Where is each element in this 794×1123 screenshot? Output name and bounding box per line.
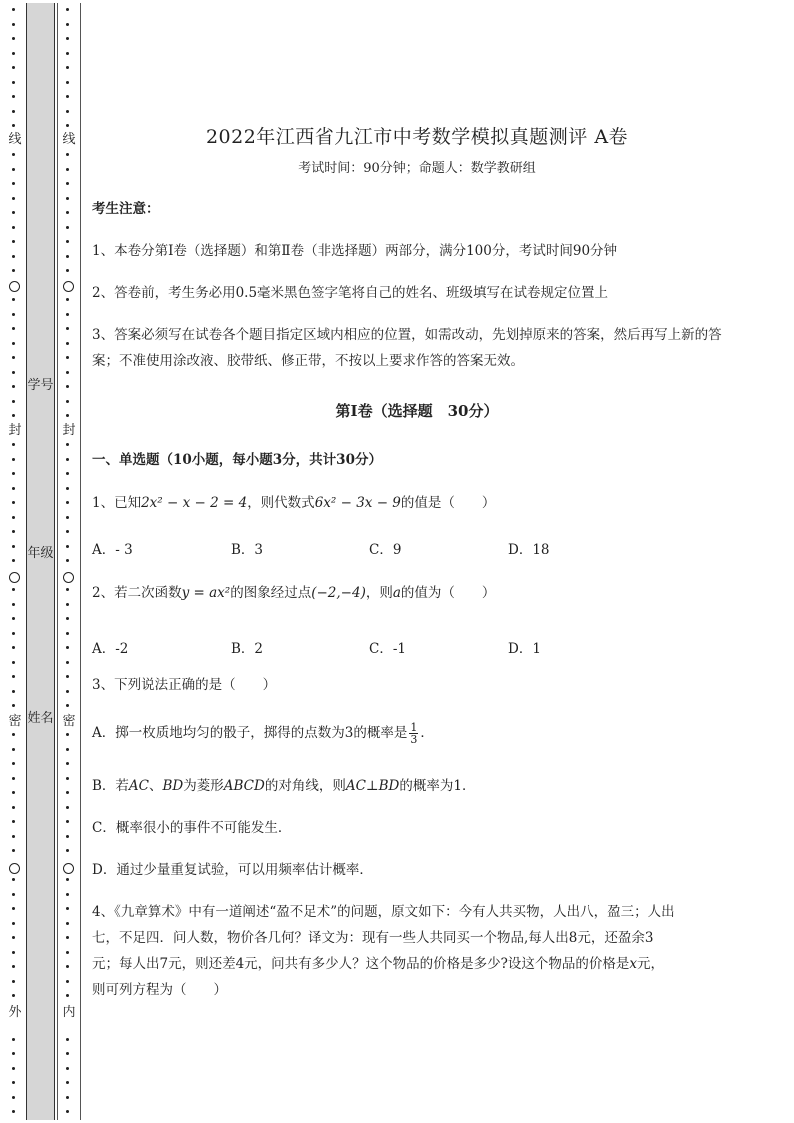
binding-dot bbox=[66, 559, 69, 562]
binding-dot bbox=[66, 1096, 69, 1099]
binding-dot bbox=[12, 965, 15, 968]
binding-dot bbox=[66, 530, 69, 533]
binding-dot bbox=[12, 487, 15, 490]
q1-text-mid: ，则代数式 bbox=[247, 495, 315, 511]
binding-dot bbox=[66, 52, 69, 55]
q3b-ac: AC bbox=[128, 778, 150, 794]
q3-option-d: D．通过少量重复试验，可以用频率估计概率． bbox=[92, 862, 373, 878]
binding-dot bbox=[12, 675, 15, 678]
q2-function: y = ax² bbox=[181, 585, 231, 601]
binding-dot bbox=[12, 907, 15, 910]
binding-dot bbox=[66, 501, 69, 504]
binding-dot bbox=[66, 675, 69, 678]
binding-dot bbox=[66, 588, 69, 591]
binding-dot bbox=[66, 1081, 69, 1084]
binding-dot bbox=[66, 487, 69, 490]
q1-equation: 2x² − x − 2 = 4 bbox=[141, 495, 248, 511]
q1-option-d: D．18 bbox=[508, 542, 550, 558]
binding-dot bbox=[12, 835, 15, 838]
binding-dot bbox=[66, 820, 69, 823]
binding-dot bbox=[12, 1096, 15, 1099]
outer-dotted-line bbox=[5, 0, 25, 1123]
binding-dot bbox=[66, 980, 69, 983]
exam-subtitle: 考试时间：90分钟；命题人：数学教研组 bbox=[298, 161, 536, 176]
binding-dot bbox=[66, 66, 69, 69]
notice-item-1: 1、本卷分第I卷（选择题）和第Ⅱ卷（非选择题）两部分，满分100分，考试时间90分钟 bbox=[92, 243, 618, 259]
binding-dot bbox=[66, 356, 69, 359]
binding-dot bbox=[66, 110, 69, 113]
binding-dot bbox=[12, 400, 15, 403]
binding-dot bbox=[12, 617, 15, 620]
binding-dot bbox=[12, 269, 15, 272]
binding-dot bbox=[66, 748, 69, 751]
binding-dot bbox=[12, 588, 15, 591]
binding-dot bbox=[66, 994, 69, 997]
binding-dot bbox=[12, 226, 15, 229]
binding-dot bbox=[66, 704, 69, 707]
binding-dot bbox=[12, 472, 15, 475]
binding-dot bbox=[66, 646, 69, 649]
binding-dot bbox=[66, 603, 69, 606]
binding-dot bbox=[12, 124, 15, 127]
binding-dot bbox=[12, 37, 15, 40]
binding-dot bbox=[12, 327, 15, 330]
notice-item-2: 2、答卷前，考生务必用0.5毫米黑色签字笔将自己的姓名、班级填写在试卷规定位置上 bbox=[92, 285, 609, 301]
binding-dot bbox=[66, 849, 69, 852]
binding-dot bbox=[66, 777, 69, 780]
inner-marker: 密 bbox=[62, 714, 76, 729]
binding-dot bbox=[66, 269, 69, 272]
q3b-abcd: ABCD bbox=[223, 778, 265, 794]
binding-dot bbox=[66, 298, 69, 301]
q4-line-3 bbox=[92, 951, 752, 977]
binding-dot bbox=[66, 922, 69, 925]
binding-dot bbox=[12, 980, 15, 983]
outer-marker: 封 bbox=[8, 423, 22, 438]
q3b-perp: AC⊥BD bbox=[345, 778, 400, 794]
binding-dot bbox=[66, 878, 69, 881]
name-label: 姓名 bbox=[27, 711, 54, 726]
class-label: 年级 bbox=[27, 546, 54, 561]
inner-marker: 封 bbox=[62, 423, 76, 438]
q3-option-b bbox=[92, 773, 752, 799]
binding-dot bbox=[66, 936, 69, 939]
inner-marker: 线 bbox=[62, 132, 76, 147]
q2-option-a: A．-2 bbox=[92, 641, 129, 657]
binding-dot bbox=[66, 81, 69, 84]
binding-dot bbox=[66, 965, 69, 968]
binding-dot bbox=[66, 37, 69, 40]
binding-dot bbox=[66, 182, 69, 185]
binding-dot bbox=[66, 1038, 69, 1041]
binding-dot bbox=[12, 8, 15, 11]
q3-option-a bbox=[92, 720, 752, 746]
binding-dot bbox=[12, 1052, 15, 1055]
binding-dot bbox=[12, 501, 15, 504]
binding-circle-mark bbox=[63, 572, 74, 583]
outer-marker: 线 bbox=[8, 132, 22, 147]
binding-dot bbox=[12, 1110, 15, 1113]
binding-dot bbox=[66, 23, 69, 26]
binding-dot bbox=[66, 733, 69, 736]
part-heading: 一、单选题（10小题，每小题3分，共计30分） bbox=[92, 452, 382, 468]
binding-dot bbox=[12, 211, 15, 214]
binding-dot bbox=[12, 95, 15, 98]
q3b-mid: 为菱形 bbox=[183, 778, 224, 794]
binding-dot bbox=[66, 661, 69, 664]
binding-dot bbox=[12, 153, 15, 156]
binding-dot bbox=[66, 342, 69, 345]
binding-dot bbox=[66, 371, 69, 374]
binding-circle-mark bbox=[63, 281, 74, 292]
binding-dot bbox=[66, 1052, 69, 1055]
binding-dot bbox=[12, 458, 15, 461]
binding-dot bbox=[12, 356, 15, 359]
binding-dot bbox=[12, 255, 15, 258]
q3a-fraction bbox=[409, 722, 418, 745]
inner-border-line bbox=[57, 3, 58, 1120]
q2-option-d: D．1 bbox=[508, 641, 541, 657]
q3a-text-post: ． bbox=[420, 725, 434, 741]
binding-dot bbox=[12, 791, 15, 794]
binding-dot bbox=[12, 922, 15, 925]
binding-dot bbox=[12, 313, 15, 316]
question-2-stem bbox=[92, 580, 752, 606]
binding-dot bbox=[12, 443, 15, 446]
binding-dot bbox=[66, 690, 69, 693]
binding-dot bbox=[66, 472, 69, 475]
binding-dot bbox=[12, 414, 15, 417]
q4-line-1: 4、《九章算术》中有一道阐述“盈不足术”的问题，原文如下：今有人共买物，人出八，盈三；人出 bbox=[92, 904, 675, 920]
binding-dot bbox=[12, 168, 15, 171]
binding-dot bbox=[12, 371, 15, 374]
binding-dot bbox=[12, 23, 15, 26]
q2-text-mid2: ，则 bbox=[365, 585, 393, 601]
binding-dot bbox=[12, 994, 15, 997]
q4-line-4: 则可列方程为（ ） bbox=[92, 982, 227, 998]
binding-dot bbox=[66, 414, 69, 417]
q3a-text: A．掷一枚质地均匀的骰子，掷得的点数为3的概率是 bbox=[92, 725, 408, 741]
binding-dot bbox=[12, 81, 15, 84]
binding-dot bbox=[66, 95, 69, 98]
binding-dot bbox=[12, 197, 15, 200]
q2-point: (−2,−4) bbox=[311, 585, 366, 601]
q3b-mid2: 的对角线，则 bbox=[264, 778, 346, 794]
binding-dot bbox=[12, 646, 15, 649]
q3b-sep: 、 bbox=[149, 778, 163, 794]
q1-expression: 6x² − 3x − 9 bbox=[314, 495, 401, 511]
binding-dot bbox=[12, 849, 15, 852]
inner-marker: 内 bbox=[62, 1005, 76, 1020]
q3-option-c: C．概率很小的事件不可能发生． bbox=[92, 820, 292, 836]
binding-dot bbox=[12, 806, 15, 809]
binding-dot bbox=[12, 1038, 15, 1041]
binding-dot bbox=[66, 907, 69, 910]
binding-circle-mark bbox=[9, 281, 20, 292]
binding-dot bbox=[66, 211, 69, 214]
student-info-band bbox=[26, 3, 55, 1120]
inner-dotted-line bbox=[59, 0, 79, 1123]
binding-dot bbox=[12, 936, 15, 939]
q4-line-3-post: 元， bbox=[637, 956, 665, 972]
inner-border-line-right bbox=[80, 3, 81, 1120]
q3b-bd: BD bbox=[162, 778, 184, 794]
binding-dot bbox=[66, 197, 69, 200]
binding-dot bbox=[66, 313, 69, 316]
q4-line-2: 七，不足四．问人数，物价各几何？译文为：现有一些人共同买一个物品,每人出8元，还盈余3 bbox=[92, 930, 654, 946]
q1-option-b: B．3 bbox=[231, 542, 264, 558]
binding-margin bbox=[0, 0, 82, 1123]
binding-dot bbox=[12, 559, 15, 562]
student-id-label: 学号 bbox=[27, 378, 54, 393]
binding-dot bbox=[12, 632, 15, 635]
binding-dot bbox=[12, 516, 15, 519]
binding-dot bbox=[66, 124, 69, 127]
binding-dot bbox=[12, 182, 15, 185]
q2-text-pre: 2、若二次函数 bbox=[92, 585, 182, 601]
binding-circle-mark bbox=[63, 863, 74, 874]
binding-dot bbox=[66, 240, 69, 243]
q1-option-a: A．- 3 bbox=[92, 542, 133, 558]
binding-dot bbox=[66, 8, 69, 11]
binding-dot bbox=[66, 443, 69, 446]
binding-dot bbox=[12, 704, 15, 707]
q2-option-b: B．2 bbox=[231, 641, 264, 657]
binding-dot bbox=[12, 240, 15, 243]
binding-dot bbox=[66, 632, 69, 635]
binding-dot bbox=[12, 748, 15, 751]
section-title: 第I卷（选择题 30分） bbox=[335, 402, 499, 420]
binding-dot bbox=[66, 806, 69, 809]
binding-dot bbox=[12, 545, 15, 548]
binding-dot bbox=[66, 1067, 69, 1070]
notice-heading: 考生注意： bbox=[92, 201, 160, 217]
binding-dot bbox=[66, 168, 69, 171]
binding-dot bbox=[12, 690, 15, 693]
q1-option-c: C．9 bbox=[369, 542, 402, 558]
binding-dot bbox=[12, 878, 15, 881]
q1-text-pre: 1、已知 bbox=[92, 495, 142, 511]
question-3-stem: 3、下列说法正确的是（ ） bbox=[92, 677, 277, 693]
q2-text-post: 的值为（ ） bbox=[400, 585, 496, 601]
q1-text-post: 的值是（ ） bbox=[400, 495, 496, 511]
q4-variable: x bbox=[629, 956, 638, 972]
binding-dot bbox=[12, 661, 15, 664]
binding-dot bbox=[66, 791, 69, 794]
binding-dot bbox=[66, 951, 69, 954]
binding-dot bbox=[12, 530, 15, 533]
binding-dot bbox=[66, 1110, 69, 1113]
binding-dot bbox=[12, 733, 15, 736]
outer-marker: 外 bbox=[8, 1005, 22, 1020]
binding-dot bbox=[66, 762, 69, 765]
binding-dot bbox=[66, 400, 69, 403]
q3a-fraction-denominator: 3 bbox=[410, 733, 418, 746]
binding-dot bbox=[12, 52, 15, 55]
binding-dot bbox=[12, 66, 15, 69]
binding-dot bbox=[66, 893, 69, 896]
binding-dot bbox=[12, 342, 15, 345]
binding-dot bbox=[12, 385, 15, 388]
binding-dot bbox=[12, 1067, 15, 1070]
question-1-stem bbox=[92, 490, 752, 516]
binding-dot bbox=[12, 298, 15, 301]
binding-dot bbox=[66, 153, 69, 156]
q2-option-c: C．-1 bbox=[369, 641, 406, 657]
binding-dot bbox=[66, 617, 69, 620]
binding-dot bbox=[66, 835, 69, 838]
binding-dot bbox=[66, 545, 69, 548]
q3b-post: 的概率为1． bbox=[399, 778, 476, 794]
binding-dot bbox=[12, 777, 15, 780]
binding-dot bbox=[12, 951, 15, 954]
page-title: 2022年江西省九江市中考数学模拟真题测评 A卷 bbox=[205, 126, 629, 148]
binding-dot bbox=[12, 893, 15, 896]
binding-dot bbox=[12, 762, 15, 765]
outer-marker: 密 bbox=[8, 714, 22, 729]
binding-dot bbox=[66, 385, 69, 388]
binding-dot bbox=[12, 110, 15, 113]
q2-text-mid: 的图象经过点 bbox=[230, 585, 312, 601]
binding-circle-mark bbox=[9, 572, 20, 583]
binding-dot bbox=[66, 516, 69, 519]
q4-line-3-text: 元；每人出7元，则还差4元，问共有多少人？这个物品的价格是多少?设这个物品的价格是 bbox=[92, 956, 630, 972]
binding-dot bbox=[12, 603, 15, 606]
binding-circle-mark bbox=[9, 863, 20, 874]
binding-dot bbox=[12, 820, 15, 823]
q2-variable: a bbox=[392, 585, 401, 601]
binding-dot bbox=[66, 327, 69, 330]
binding-dot bbox=[66, 255, 69, 258]
binding-dot bbox=[66, 226, 69, 229]
q3b-pre: B．若 bbox=[92, 778, 129, 794]
binding-dot bbox=[66, 458, 69, 461]
notice-item-3: 3、答案必须写在试卷各个题目指定区域内相应的位置，如需改动，先划掉原来的答案，然后再写上新的答案；不准使用涂改液、胶带纸、修正带，不按以上要求作答的答案无效。 bbox=[92, 327, 722, 369]
binding-dot bbox=[12, 1081, 15, 1084]
q3a-fraction-numerator: 1 bbox=[410, 721, 418, 734]
